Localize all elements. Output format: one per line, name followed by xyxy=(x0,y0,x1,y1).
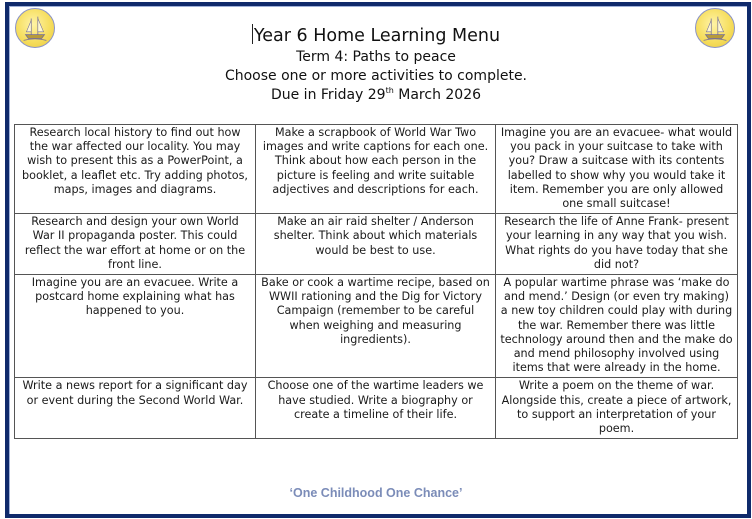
activity-cell-wartime-recipe: Bake or cook a wartime recipe, based on WWII rationing and the Dig for Victory Campaign (remember to be careful when weighing and measuring ingredients). xyxy=(256,275,496,378)
activity-cell-air-raid-shelter: Make an air raid shelter / Anderson shelter. Think about which materials would be best to use. xyxy=(256,214,496,275)
table-row xyxy=(15,125,738,214)
document-header xyxy=(0,24,752,105)
activity-cell-local-history: Research local history to find out how the war affected our locality. You may wish to present this as a PowerPoint, a booklet, a leaflet etc. Try adding photos, maps, images and diagrams. xyxy=(15,125,256,214)
activity-cell-news-report: Write a news report for a significant day or event during the Second World War. xyxy=(15,378,256,439)
table-row xyxy=(15,214,738,275)
activity-menu-table xyxy=(14,124,738,439)
activity-cell-evacuee-suitcase: Imagine you are an evacuee- what would you pack in your suitcase to take with you? Draw a suitcase with its contents labelled to show why you would take it item. Remember you are only allowed one small suitcase! xyxy=(496,125,738,214)
activity-cell-scrapbook: Make a scrapbook of World War Two images and write captions for each one. Think about how each person in the picture is feeling and write suitable adjectives and descriptions for each. xyxy=(256,125,496,214)
instruction-line: Choose one or more activities to complete. xyxy=(224,68,528,84)
due-date-ordinal: th xyxy=(385,86,394,95)
due-date-line xyxy=(0,86,752,105)
school-motto: ‘One Childhood One Chance’ xyxy=(289,486,463,500)
activity-cell-propaganda-poster: Research and design your own World War II propaganda poster. This could reflect the war effort at home or on the front line. xyxy=(15,214,256,275)
activity-cell-make-do-and-mend: A popular wartime phrase was ‘make do and mend.’ Design (or even try making) a new toy children could play with during the war. Remember there was little technology around then and the make do and mend philosophy involved using items that were already in the home. xyxy=(496,275,738,378)
text-cursor xyxy=(252,24,253,44)
due-date-prefix: Due in Friday 29 xyxy=(270,87,386,103)
page-title[interactable] xyxy=(0,24,752,48)
term-line: Term 4: Paths to peace xyxy=(296,49,456,65)
activity-cell-evacuee-postcard: Imagine you are an evacuee. Write a postcard home explaining what has happened to you. xyxy=(15,275,256,378)
due-date-rest: March 2026 xyxy=(393,87,482,103)
page-title-text: Year 6 Home Learning Menu xyxy=(253,26,501,46)
activity-cell-war-poem: Write a poem on the theme of war. Alongside this, create a piece of artwork, to support an interpretation of your poem. xyxy=(496,378,738,439)
table-row xyxy=(15,378,738,439)
activity-cell-wartime-leader-biography: Choose one of the wartime leaders we have studied. Write a biography or create a timeline of their life. xyxy=(256,378,496,439)
table-row xyxy=(15,275,738,378)
activity-cell-anne-frank: Research the life of Anne Frank- present your learning in any way that you wish. What rights do you have today that she did not? xyxy=(496,214,738,275)
